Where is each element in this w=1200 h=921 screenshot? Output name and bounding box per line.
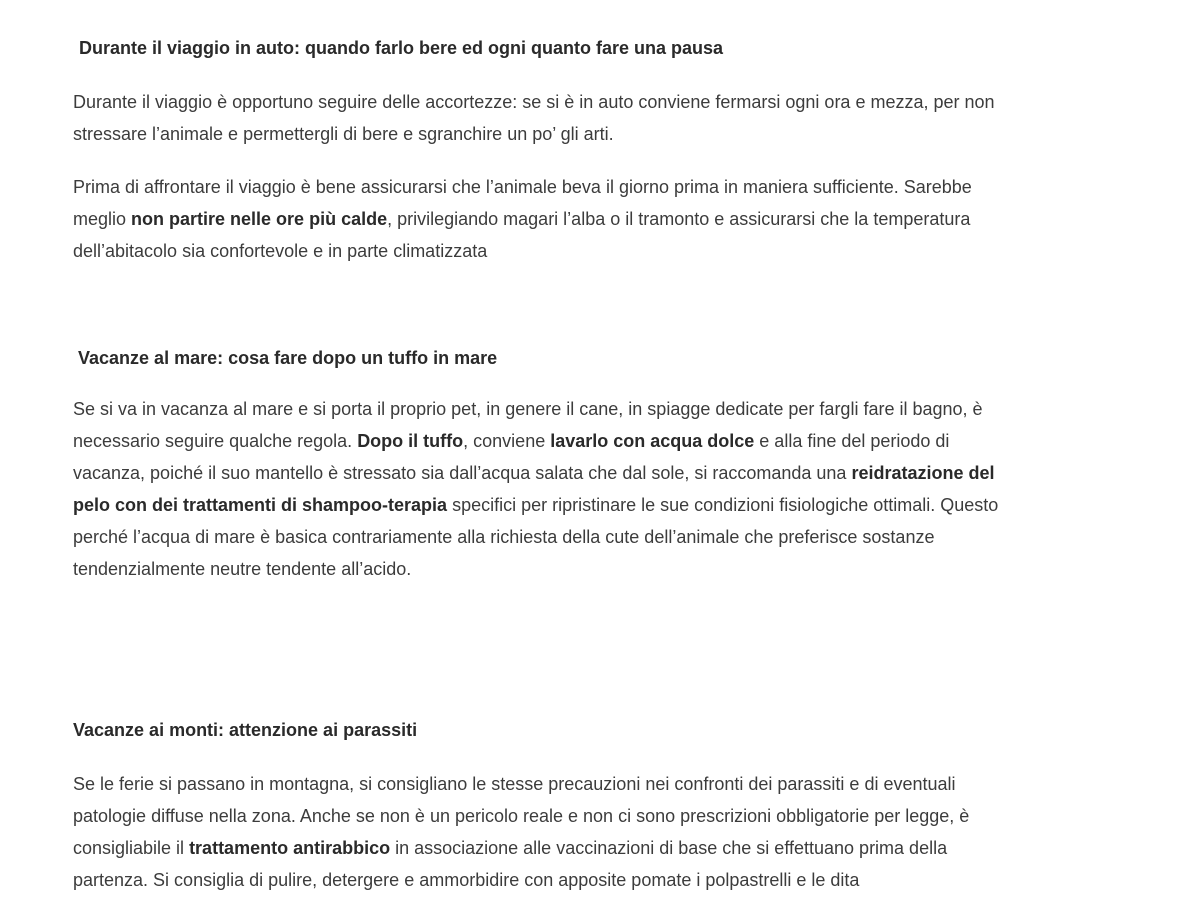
paragraph-line bbox=[73, 118, 995, 150]
bold-text: trattamento antirabbico bbox=[189, 838, 391, 858]
text-run: , privilegiando magari l’alba o il tramonto e assicurarsi che la temperatura bbox=[387, 209, 971, 229]
bold-text: lavarlo con acqua dolce bbox=[550, 431, 755, 451]
section-sea-holiday bbox=[73, 346, 1183, 579]
paragraph bbox=[73, 171, 972, 267]
paragraph-line bbox=[73, 171, 972, 203]
paragraph bbox=[73, 86, 995, 150]
paragraph-line bbox=[73, 864, 969, 896]
section-car-travel bbox=[73, 36, 1183, 261]
text-run: e alla fine del periodo di bbox=[754, 431, 950, 451]
text-run: partenza. Si consiglia di pulire, detergere e ammorbidire con apposite pomate i polpastrelli e le dita bbox=[73, 870, 860, 890]
paragraph-line bbox=[73, 768, 969, 800]
bold-text: reidratazione del bbox=[851, 463, 995, 483]
paragraph-line bbox=[73, 425, 998, 457]
section-heading: Vacanze ai monti: attenzione ai parassiti bbox=[73, 720, 418, 740]
text-run: in associazione alle vaccinazioni di base che si effettuano prima della bbox=[390, 838, 948, 858]
section-mountain-holiday bbox=[73, 718, 1183, 890]
text-run: tendenzialmente neutre tendente all’acido. bbox=[73, 559, 412, 579]
text-run: meglio bbox=[73, 209, 132, 229]
text-run: patologie diffuse nella zona. Anche se non è un pericolo reale e non ci sono prescrizioni obbligatorie per legge, è bbox=[73, 806, 970, 826]
text-run: vacanza, poiché il suo mantello è stressato sia dall’acqua salata che dal sole, si raccomanda una bbox=[73, 463, 852, 483]
paragraph-line bbox=[73, 521, 998, 553]
text-run: Durante il viaggio è opportuno seguire delle accortezze: se si è in auto conviene fermarsi ogni ora e mezza, per non bbox=[73, 92, 995, 112]
text-run: perché l’acqua di mare è basica contrariamente alla richiesta della cute dell’animale che preferisce sostanze bbox=[73, 527, 935, 547]
text-run: Se le ferie si passano in montagna, si consigliano le stesse precauzioni nei confronti dei parassiti e di eventuali bbox=[73, 774, 956, 794]
section-heading: Durante il viaggio in auto: quando farlo bere ed ogni quanto fare una pausa bbox=[79, 38, 724, 58]
paragraph-line bbox=[73, 800, 969, 832]
paragraph-line bbox=[73, 203, 972, 235]
bold-text: non partire nelle ore più calde bbox=[131, 209, 388, 229]
text-run: specifici per ripristinare le sue condizioni fisiologiche ottimali. Questo bbox=[447, 495, 999, 515]
text-run: Prima di affrontare il viaggio è bene assicurarsi che l’animale beva il giorno prima in maniera sufficiente. Sarebbe bbox=[73, 177, 972, 197]
paragraph-line bbox=[73, 235, 972, 267]
paragraph bbox=[73, 768, 969, 896]
paragraph-line bbox=[73, 457, 998, 489]
text-run: consigliabile il bbox=[73, 838, 190, 858]
paragraph-line bbox=[73, 832, 969, 864]
paragraph-line bbox=[73, 489, 998, 521]
paragraph-line bbox=[73, 553, 998, 585]
bold-text: Dopo il tuffo bbox=[357, 431, 464, 451]
text-run: stressare l’animale e permettergli di bere e sgranchire un po’ gli arti. bbox=[73, 124, 614, 144]
text-run: necessario seguire qualche regola. bbox=[73, 431, 358, 451]
paragraph-line bbox=[73, 86, 995, 118]
paragraph-line bbox=[73, 393, 998, 425]
text-run: Se si va in vacanza al mare e si porta il proprio pet, in genere il cane, in spiagge dedicate per fargli fare il bagno, è bbox=[73, 399, 983, 419]
text-run: dell’abitacolo sia confortevole e in parte climatizzata bbox=[73, 241, 488, 261]
text-run: , conviene bbox=[463, 431, 551, 451]
section-heading: Vacanze al mare: cosa fare dopo un tuffo in mare bbox=[78, 348, 498, 368]
paragraph bbox=[73, 393, 998, 585]
bold-text: pelo con dei trattamenti di shampoo-terapia bbox=[73, 495, 448, 515]
